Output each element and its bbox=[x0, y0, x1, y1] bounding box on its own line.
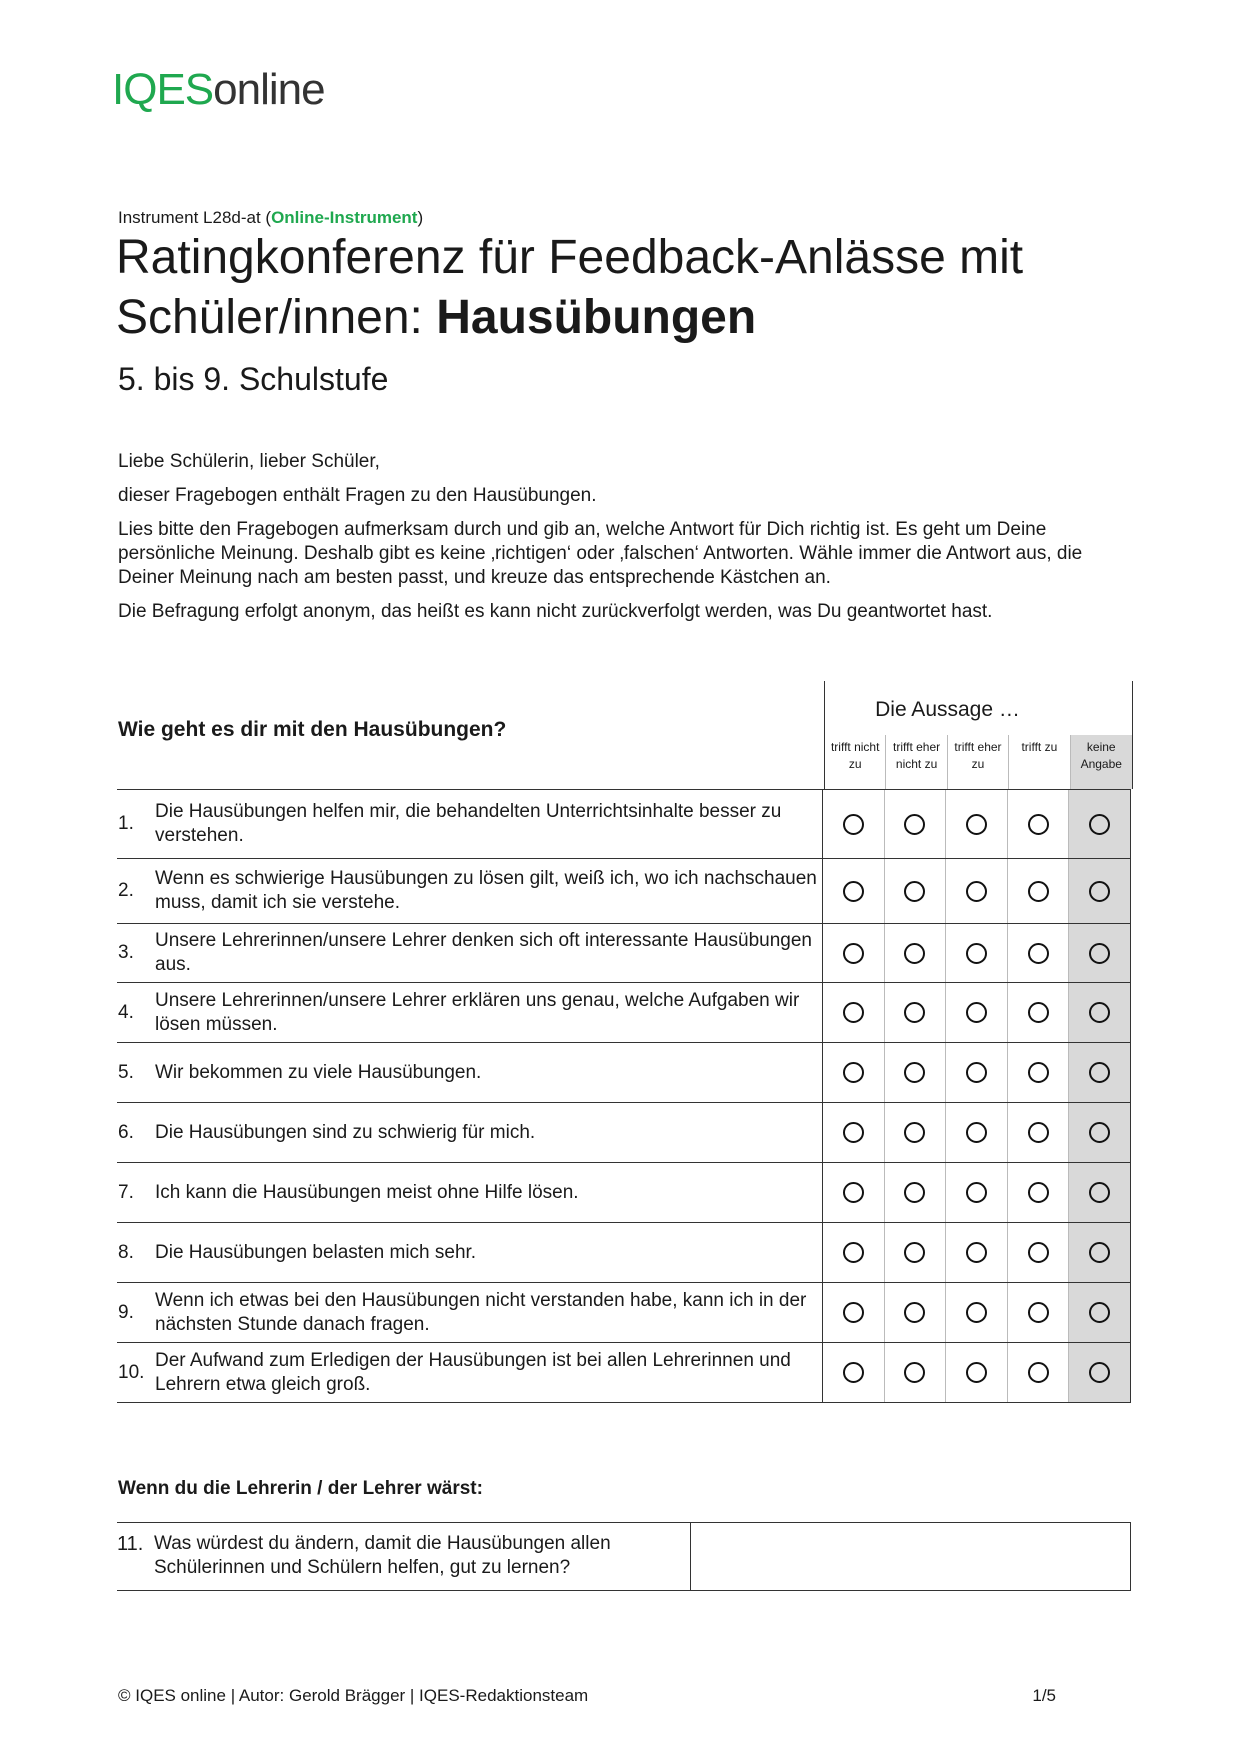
item-statement bbox=[117, 983, 822, 1042]
item-text: Der Aufwand zum Erledigen der Hausübungen ist bei allen Lehrerinnen und Lehrern etwa gleich groß. bbox=[155, 1349, 791, 1395]
answer-cell bbox=[1008, 983, 1070, 1042]
logo-iqes: IQES bbox=[112, 65, 214, 114]
answer-cell bbox=[946, 1283, 1008, 1342]
answer-cell bbox=[946, 1163, 1008, 1222]
intro-paragraph: dieser Fragebogen enthält Fragen zu den Hausübungen. bbox=[118, 485, 597, 506]
answer-cell bbox=[946, 983, 1008, 1042]
answer-cell bbox=[823, 924, 885, 982]
radio-option[interactable] bbox=[966, 1002, 987, 1023]
item-statement bbox=[117, 1283, 822, 1342]
column-header: trifft eher zu bbox=[948, 735, 1009, 789]
answer-cell bbox=[1069, 1343, 1130, 1402]
section-question: Wie geht es dir mit den Hausübungen? bbox=[118, 718, 507, 741]
answer-cell bbox=[1008, 859, 1070, 923]
table-row bbox=[117, 859, 1131, 924]
item-number: 10. bbox=[118, 1361, 145, 1383]
scale-title: Die Aussage … bbox=[875, 698, 1020, 721]
answer-cell bbox=[823, 1163, 885, 1222]
answer-options bbox=[822, 1103, 1131, 1162]
item-number: 8. bbox=[118, 1241, 134, 1263]
radio-option[interactable] bbox=[1028, 881, 1049, 902]
answer-cell bbox=[885, 859, 947, 923]
radio-option[interactable] bbox=[1089, 1002, 1110, 1023]
radio-option[interactable] bbox=[966, 814, 987, 835]
answer-cell bbox=[823, 1223, 885, 1282]
table-row bbox=[117, 1223, 1131, 1283]
answer-options bbox=[822, 1163, 1131, 1222]
item-text: Wir bekommen zu viele Hausübungen. bbox=[155, 1061, 482, 1083]
table-row bbox=[117, 1103, 1131, 1163]
item-text: Was würdest du ändern, damit die Hausübungen allen Schülerinnen und Schülern helfen, gut zu lernen? bbox=[154, 1533, 611, 1578]
item-text: Wenn es schwierige Hausübungen zu lösen gilt, weiß ich, wo ich nachschauen muss, damit ich sie verstehe. bbox=[155, 868, 817, 913]
answer-cell bbox=[823, 790, 885, 858]
item-text: Die Hausübungen sind zu schwierig für mich. bbox=[155, 1121, 536, 1143]
intro-text bbox=[118, 450, 1108, 634]
intro-paragraph: Lies bitte den Fragebogen aufmerksam durch und gib an, welche Antwort für Dich richtig ist. Es geht um Deine persönliche Meinung. Deshalb gibt es keine ‚richtigen‘ oder ‚falschen‘ Antworten. Wähle immer die Antwort aus, die Deiner Meinung nach am besten passt, und kreuze das entsprechende Kästchen an. bbox=[118, 519, 1083, 588]
radio-option[interactable] bbox=[966, 1302, 987, 1323]
instrument-label: Instrument L28d-at (Online-Instrument) bbox=[118, 208, 424, 227]
answer-cell bbox=[823, 983, 885, 1042]
answer-cell bbox=[946, 859, 1008, 923]
answer-options bbox=[822, 983, 1131, 1042]
table-row bbox=[117, 1283, 1131, 1343]
scale-columns bbox=[825, 735, 1132, 789]
column-header: trifft nicht zu bbox=[825, 735, 886, 789]
radio-option[interactable] bbox=[1089, 1302, 1110, 1323]
radio-option[interactable] bbox=[843, 1242, 864, 1263]
answer-options bbox=[822, 1283, 1131, 1342]
open-question bbox=[117, 1523, 691, 1590]
footer bbox=[118, 1686, 1056, 1706]
answer-cell bbox=[1008, 924, 1070, 982]
answer-options bbox=[822, 924, 1131, 982]
radio-option[interactable] bbox=[1089, 1242, 1110, 1263]
answer-options bbox=[822, 859, 1131, 923]
iqes-online-logo bbox=[112, 65, 325, 114]
online-instrument-highlight: Online-Instrument bbox=[271, 208, 418, 227]
item-text: Unsere Lehrerinnen/unsere Lehrer denken sich oft interessante Hausübungen aus. bbox=[155, 930, 812, 975]
item-text: Wenn ich etwas bei den Hausübungen nicht verstanden habe, kann ich in der nächsten Stunde danach fragen. bbox=[155, 1289, 807, 1335]
radio-option[interactable] bbox=[1089, 814, 1110, 835]
open-answer-field[interactable] bbox=[691, 1523, 1131, 1590]
radio-option[interactable] bbox=[1028, 1002, 1049, 1023]
radio-option[interactable] bbox=[1028, 814, 1049, 835]
answer-cell bbox=[885, 924, 947, 982]
item-number: 2. bbox=[118, 880, 134, 901]
column-header: trifft eher nicht zu bbox=[886, 735, 947, 789]
radio-option[interactable] bbox=[1028, 943, 1049, 964]
answer-cell bbox=[823, 1103, 885, 1162]
radio-option[interactable] bbox=[904, 1242, 925, 1263]
item-number: 4. bbox=[118, 1001, 134, 1023]
answer-cell bbox=[1069, 1103, 1130, 1162]
item-number: 6. bbox=[118, 1121, 134, 1143]
radio-option[interactable] bbox=[1028, 1122, 1049, 1143]
radio-option[interactable] bbox=[966, 1362, 987, 1383]
radio-option[interactable] bbox=[1089, 881, 1110, 902]
answer-cell bbox=[1069, 983, 1130, 1042]
item-statement bbox=[117, 859, 822, 923]
item-statement bbox=[117, 1163, 822, 1222]
item-number: 9. bbox=[118, 1301, 134, 1323]
answer-cell bbox=[885, 983, 947, 1042]
table-row bbox=[117, 1343, 1131, 1403]
logo-online: online bbox=[213, 65, 325, 114]
radio-option[interactable] bbox=[1089, 1182, 1110, 1203]
radio-option[interactable] bbox=[843, 814, 864, 835]
item-number: 7. bbox=[118, 1181, 134, 1203]
item-text: Die Hausübungen helfen mir, die behandelten Unterrichtsinhalte besser zu verstehen. bbox=[155, 801, 782, 846]
table-row bbox=[117, 983, 1131, 1043]
answer-options bbox=[822, 790, 1131, 858]
radio-option[interactable] bbox=[843, 881, 864, 902]
radio-option[interactable] bbox=[904, 1302, 925, 1323]
table-row bbox=[117, 924, 1131, 983]
item-text: Ich kann die Hausübungen meist ohne Hilfe lösen. bbox=[155, 1181, 579, 1203]
radio-option[interactable] bbox=[904, 943, 925, 964]
radio-option[interactable] bbox=[966, 1122, 987, 1143]
answer-cell bbox=[946, 1343, 1008, 1402]
item-statement bbox=[117, 1343, 822, 1402]
answer-cell bbox=[885, 1223, 947, 1282]
radio-option[interactable] bbox=[843, 1182, 864, 1203]
item-statement bbox=[117, 1043, 822, 1102]
radio-option[interactable] bbox=[1089, 1122, 1110, 1143]
answer-cell bbox=[885, 1283, 947, 1342]
table-row bbox=[117, 790, 1131, 859]
item-text: Die Hausübungen belasten mich sehr. bbox=[155, 1241, 477, 1263]
item-number: 3. bbox=[118, 942, 134, 963]
page-subtitle: 5. bis 9. Schulstufe bbox=[118, 361, 389, 397]
column-header: keine Angabe bbox=[1071, 735, 1132, 789]
item-number: 11. bbox=[117, 1533, 144, 1555]
answer-cell bbox=[1008, 1163, 1070, 1222]
answer-cell bbox=[1008, 1103, 1070, 1162]
radio-option[interactable] bbox=[843, 943, 864, 964]
answer-cell bbox=[823, 1043, 885, 1102]
radio-option[interactable] bbox=[1028, 1182, 1049, 1203]
answer-cell bbox=[823, 859, 885, 923]
rating-rows bbox=[117, 790, 1131, 1403]
radio-option[interactable] bbox=[843, 1002, 864, 1023]
radio-option[interactable] bbox=[1089, 1362, 1110, 1383]
radio-option[interactable] bbox=[1028, 1062, 1049, 1083]
table-row bbox=[117, 1043, 1131, 1103]
answer-options bbox=[822, 1343, 1131, 1402]
answer-options bbox=[822, 1223, 1131, 1282]
intro-paragraph: Die Befragung erfolgt anonym, das heißt es kann nicht zurückverfolgt werden, was Du geantwortet hast. bbox=[118, 601, 993, 622]
answer-options bbox=[822, 1043, 1131, 1102]
table-row bbox=[117, 1163, 1131, 1223]
answer-cell bbox=[946, 924, 1008, 982]
radio-option[interactable] bbox=[966, 943, 987, 964]
answer-cell bbox=[946, 1043, 1008, 1102]
answer-cell bbox=[1069, 859, 1130, 923]
radio-option[interactable] bbox=[843, 1062, 864, 1083]
answer-cell bbox=[1069, 1223, 1130, 1282]
item-text: Unsere Lehrerinnen/unsere Lehrer erklären uns genau, welche Aufgaben wir lösen müssen. bbox=[155, 989, 800, 1035]
item-number: 5. bbox=[118, 1061, 134, 1083]
answer-cell bbox=[823, 1343, 885, 1402]
answer-cell bbox=[1008, 1043, 1070, 1102]
answer-cell bbox=[946, 1223, 1008, 1282]
radio-option[interactable] bbox=[1089, 943, 1110, 964]
answer-cell bbox=[1069, 924, 1130, 982]
radio-option[interactable] bbox=[904, 1122, 925, 1143]
answer-cell bbox=[885, 1163, 947, 1222]
radio-option[interactable] bbox=[1028, 1242, 1049, 1263]
item-statement bbox=[117, 1103, 822, 1162]
item-statement bbox=[117, 790, 822, 858]
answer-cell bbox=[1069, 790, 1130, 858]
radio-option[interactable] bbox=[904, 1362, 925, 1383]
radio-option[interactable] bbox=[966, 1062, 987, 1083]
scale-header bbox=[824, 681, 1133, 789]
radio-option[interactable] bbox=[904, 1182, 925, 1203]
radio-option[interactable] bbox=[966, 1242, 987, 1263]
answer-cell bbox=[946, 790, 1008, 858]
page-title: Ratingkonferenz für Feedback-Anlässe mit Schüler/innen: Hausübungen bbox=[116, 231, 1024, 344]
open-question-row bbox=[117, 1522, 1131, 1591]
radio-option[interactable] bbox=[904, 1062, 925, 1083]
column-header: trifft zu bbox=[1009, 735, 1070, 789]
radio-option[interactable] bbox=[843, 1122, 864, 1143]
answer-cell bbox=[1008, 790, 1070, 858]
answer-cell bbox=[1069, 1283, 1130, 1342]
answer-cell bbox=[885, 1103, 947, 1162]
answer-cell bbox=[1008, 1283, 1070, 1342]
rating-table bbox=[117, 681, 1131, 1403]
teacher-heading: Wenn du die Lehrerin / der Lehrer wärst: bbox=[118, 1478, 483, 1499]
radio-option[interactable] bbox=[1028, 1302, 1049, 1323]
answer-cell bbox=[885, 1043, 947, 1102]
page-number: 1/5 bbox=[1032, 1686, 1056, 1705]
answer-cell bbox=[946, 1103, 1008, 1162]
radio-option[interactable] bbox=[843, 1362, 864, 1383]
radio-option[interactable] bbox=[1028, 1362, 1049, 1383]
item-number: 1. bbox=[118, 813, 134, 834]
radio-option[interactable] bbox=[966, 1182, 987, 1203]
answer-cell bbox=[1069, 1163, 1130, 1222]
radio-option[interactable] bbox=[966, 881, 987, 902]
answer-cell bbox=[1069, 1043, 1130, 1102]
answer-cell bbox=[823, 1283, 885, 1342]
rating-table-header bbox=[117, 681, 1131, 790]
answer-cell bbox=[885, 790, 947, 858]
answer-cell bbox=[1008, 1223, 1070, 1282]
item-statement bbox=[117, 924, 822, 982]
radio-option[interactable] bbox=[904, 814, 925, 835]
footer-credits: © IQES online | Autor: Gerold Brägger | IQES-Redaktionsteam bbox=[118, 1686, 589, 1705]
answer-cell bbox=[885, 1343, 947, 1402]
intro-greeting: Liebe Schülerin, lieber Schüler, bbox=[118, 451, 380, 472]
radio-option[interactable] bbox=[904, 1002, 925, 1023]
radio-option[interactable] bbox=[1089, 1062, 1110, 1083]
radio-option[interactable] bbox=[904, 881, 925, 902]
radio-option[interactable] bbox=[843, 1302, 864, 1323]
item-statement bbox=[117, 1223, 822, 1282]
answer-cell bbox=[1008, 1343, 1070, 1402]
